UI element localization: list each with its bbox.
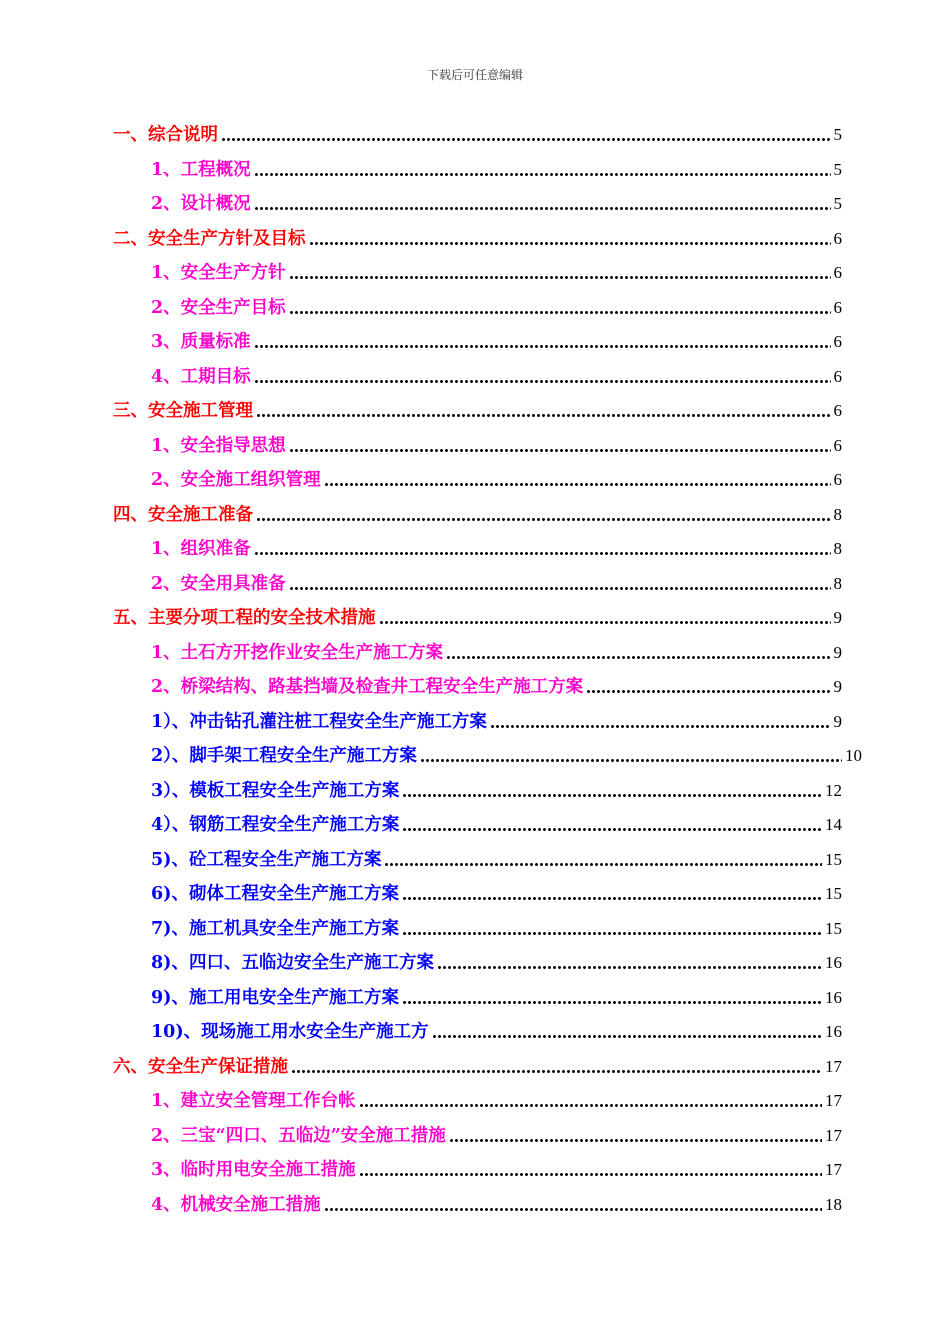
toc-entry[interactable] (151, 358, 842, 388)
toc-entry-title: 五、主要分项工程的安全技术措施 (113, 608, 376, 628)
dot-leader (254, 173, 831, 176)
toc-entry[interactable] (113, 599, 842, 629)
dot-leader (432, 1035, 822, 1038)
dot-leader (384, 863, 822, 866)
toc-entry[interactable] (151, 1186, 842, 1216)
toc-entry-title: 4）、钢筋工程安全生产施工方案 (151, 815, 400, 835)
toc-page-number: 17 (825, 1160, 842, 1179)
toc-page-number: 6 (833, 229, 842, 248)
toc-page-number: 5 (833, 160, 842, 179)
dot-leader (254, 207, 831, 210)
toc-entry[interactable] (113, 220, 842, 250)
dot-leader (289, 449, 831, 452)
toc-page-number: 17 (825, 1091, 842, 1110)
toc-entry[interactable] (113, 392, 842, 422)
toc-entry-title: 3、临时用电安全施工措施 (151, 1160, 356, 1180)
toc-entry[interactable] (151, 1151, 842, 1181)
dot-leader (221, 138, 831, 141)
toc-page-number: 9 (833, 643, 842, 662)
toc-entry-title: 2、安全施工组织管理 (151, 470, 321, 490)
dot-leader (289, 276, 831, 279)
dot-leader (254, 380, 831, 383)
toc-page-number: 9 (833, 608, 842, 627)
toc-entry-title: 3）、模板工程安全生产施工方案 (151, 781, 400, 801)
toc-entry[interactable] (113, 496, 842, 526)
toc-page-number: 6 (833, 436, 842, 455)
dot-leader (359, 1173, 822, 1176)
toc-entry[interactable] (151, 944, 842, 974)
dot-leader (256, 518, 831, 521)
dot-leader (254, 345, 831, 348)
toc-entry-title: 2、三宝“四口、五临边”安全施工措施 (151, 1126, 446, 1146)
toc-entry[interactable] (151, 289, 842, 319)
toc-entry-title: 7)、施工机具安全生产施工方案 (151, 919, 399, 939)
toc-entry[interactable] (151, 185, 842, 215)
toc-entry-title: 5)、砼工程安全生产施工方案 (151, 850, 382, 870)
toc-entry[interactable] (151, 703, 842, 733)
toc-entry[interactable] (151, 634, 842, 664)
dot-leader (289, 311, 831, 314)
dot-leader (402, 1001, 822, 1004)
toc-entry-title: 三、安全施工管理 (113, 401, 253, 421)
dot-leader (359, 1104, 822, 1107)
toc-entry-title: 四、安全施工准备 (113, 505, 253, 525)
dot-leader (402, 794, 822, 797)
toc-entry-title: 1、安全指导思想 (151, 436, 286, 456)
dot-leader (324, 483, 831, 486)
toc-entry-title: 1、土石方开挖作业安全生产施工方案 (151, 643, 444, 663)
dot-leader (490, 725, 831, 728)
toc-entry-title: 10)、现场施工用水安全生产施工方 (151, 1022, 429, 1042)
toc-page-number: 9 (833, 712, 842, 731)
dot-leader (449, 1139, 822, 1142)
toc-entry-title: 4、工期目标 (151, 367, 251, 387)
toc-page-number: 6 (833, 470, 842, 489)
toc-entry-title: 2）、脚手架工程安全生产施工方案 (151, 746, 417, 766)
toc-entry-title: 六、安全生产保证措施 (113, 1057, 288, 1077)
toc-entry-title: 2、设计概况 (151, 194, 251, 214)
toc-entry-title: 2、安全用具准备 (151, 574, 286, 594)
toc-entry[interactable] (151, 427, 842, 457)
dot-leader (402, 932, 822, 935)
toc-entry[interactable] (151, 910, 842, 940)
toc-page-number: 8 (833, 539, 842, 558)
toc-entry-title: 一、综合说明 (113, 125, 218, 145)
dot-leader (437, 966, 822, 969)
toc-entry[interactable] (151, 737, 862, 767)
toc-page-number: 15 (825, 884, 842, 903)
toc-page-number: 6 (833, 367, 842, 386)
toc-page-number: 10 (845, 746, 862, 765)
toc-entry[interactable] (151, 772, 842, 802)
toc-entry-title: 1、安全生产方针 (151, 263, 286, 283)
toc-entry[interactable] (151, 841, 842, 871)
dot-leader (324, 1208, 822, 1211)
toc-page-number: 17 (825, 1126, 842, 1145)
toc-page-number: 17 (825, 1057, 842, 1076)
toc-entry[interactable] (151, 1117, 842, 1147)
toc-page-number: 15 (825, 850, 842, 869)
dot-leader (586, 690, 830, 693)
dot-leader (402, 828, 822, 831)
toc-entry-title: 2、桥梁结构、路基挡墙及检查井工程安全生产施工方案 (151, 677, 584, 697)
toc-entry[interactable] (151, 323, 842, 353)
toc-page-number: 9 (833, 677, 842, 696)
toc-entry[interactable] (113, 1048, 842, 1078)
toc-entry-title: 3、质量标准 (151, 332, 251, 352)
toc-entry-title: 4、机械安全施工措施 (151, 1195, 321, 1215)
toc-entry-title: 1、工程概况 (151, 160, 251, 180)
toc-entry[interactable] (151, 461, 842, 491)
toc-page-number: 16 (825, 988, 842, 1007)
toc-entry-title: 6)、砌体工程安全生产施工方案 (151, 884, 399, 904)
toc-page-number: 6 (833, 332, 842, 351)
toc-page-number: 15 (825, 919, 842, 938)
toc-entry[interactable] (151, 565, 842, 595)
dot-leader (254, 552, 831, 555)
toc-entry-title: 2、安全生产目标 (151, 298, 286, 318)
toc-entry[interactable] (151, 151, 842, 181)
dot-leader (256, 414, 831, 417)
toc-entry-title: 1、建立安全管理工作台帐 (151, 1091, 356, 1111)
dot-leader (309, 242, 831, 245)
dot-leader (446, 656, 830, 659)
dot-leader (402, 897, 822, 900)
toc-entry[interactable] (151, 979, 842, 1009)
dot-leader (289, 587, 831, 590)
toc-page-number: 6 (833, 401, 842, 420)
toc-page-number: 16 (825, 953, 842, 972)
toc-entry[interactable] (151, 806, 842, 836)
toc-page-number: 8 (833, 574, 842, 593)
toc-page-number: 6 (833, 263, 842, 282)
toc-entry[interactable] (151, 254, 842, 284)
toc-page-number: 18 (825, 1195, 842, 1214)
dot-leader (379, 621, 831, 624)
toc-entry-title: 二、安全生产方针及目标 (113, 229, 306, 249)
toc-entry-title: 1、组织准备 (151, 539, 251, 559)
dot-leader (291, 1070, 822, 1073)
toc-entry[interactable] (151, 668, 842, 698)
toc-page-number: 5 (833, 125, 842, 144)
toc-entry[interactable] (151, 1013, 842, 1043)
toc-entry[interactable] (151, 875, 842, 905)
toc-entry-title: 1）、冲击钻孔灌注桩工程安全生产施工方案 (151, 712, 487, 732)
toc-entry[interactable] (113, 116, 842, 146)
toc-entry-title: 9)、施工用电安全生产施工方案 (151, 988, 399, 1008)
toc-entry[interactable] (151, 530, 842, 560)
toc-page-number: 16 (825, 1022, 842, 1041)
toc-page-number: 14 (825, 815, 842, 834)
toc-page-number: 8 (833, 505, 842, 524)
toc-page-number: 6 (833, 298, 842, 317)
toc-page-number: 5 (833, 194, 842, 213)
toc-entry[interactable] (151, 1082, 842, 1112)
toc-page-number: 12 (825, 781, 842, 800)
dot-leader (420, 759, 842, 762)
toc-entry-title: 8)、四口、五临边安全生产施工方案 (151, 953, 434, 973)
page-header: 下载后可任意编辑 (426, 68, 523, 82)
